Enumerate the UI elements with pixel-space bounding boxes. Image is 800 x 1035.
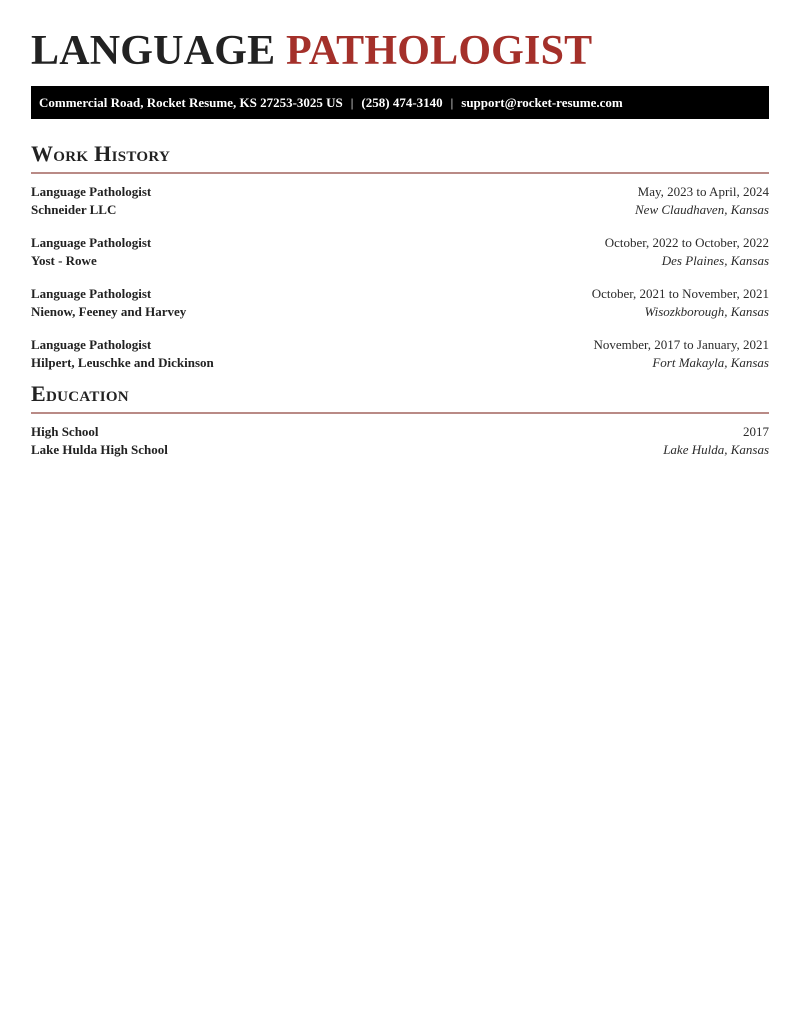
contact-bar (31, 86, 769, 119)
section-divider (31, 412, 769, 414)
title-first-word: LANGUAGE (31, 28, 276, 74)
education-entry (31, 423, 769, 458)
job-dates: May, 2023 to April, 2024 (637, 184, 769, 199)
graduation-year: 2017 (743, 424, 769, 439)
company-name: Nienow, Feeney and Harvey (31, 303, 187, 319)
job-title: Language Pathologist (31, 235, 152, 250)
contact-phone[interactable]: (258) 474-3140 (361, 95, 443, 110)
contact-separator: | (450, 95, 454, 110)
contact-address: Commercial Road, Rocket Resume, KS 27253-3025 US (39, 95, 343, 110)
job-dates: October, 2022 to October, 2022 (604, 235, 769, 250)
contact-separator: | (350, 95, 354, 110)
job-title: Language Pathologist (31, 337, 152, 352)
page-title (31, 0, 769, 74)
job-title: Language Pathologist (31, 286, 152, 301)
company-name: Hilpert, Leuschke and Dickinson (31, 354, 214, 370)
school-location: Lake Hulda, Kansas (663, 441, 769, 457)
job-title: Language Pathologist (31, 184, 152, 199)
work-entry (31, 183, 769, 218)
work-history-section (31, 141, 769, 371)
title-accent-word: PATHOLOGIST (286, 28, 593, 74)
job-dates: November, 2017 to January, 2021 (593, 337, 769, 352)
resume-page (31, 0, 769, 474)
job-location: Des Plaines, Kansas (661, 252, 769, 268)
section-divider (31, 172, 769, 174)
work-entry (31, 336, 769, 371)
school-name: Lake Hulda High School (31, 441, 168, 457)
job-location: Fort Makayla, Kansas (652, 354, 769, 370)
job-location: Wisozkborough, Kansas (644, 303, 769, 319)
contact-email[interactable]: support@rocket-resume.com (461, 95, 623, 110)
degree: High School (31, 424, 99, 439)
work-entry (31, 285, 769, 320)
work-entry (31, 234, 769, 269)
job-location: New Claudhaven, Kansas (635, 201, 769, 217)
section-heading-education: Education (31, 381, 129, 406)
section-heading-work-history: Work History (31, 141, 171, 166)
company-name: Yost - Rowe (31, 252, 97, 268)
job-dates: October, 2021 to November, 2021 (591, 286, 769, 301)
education-section (31, 381, 769, 458)
company-name: Schneider LLC (31, 201, 117, 217)
